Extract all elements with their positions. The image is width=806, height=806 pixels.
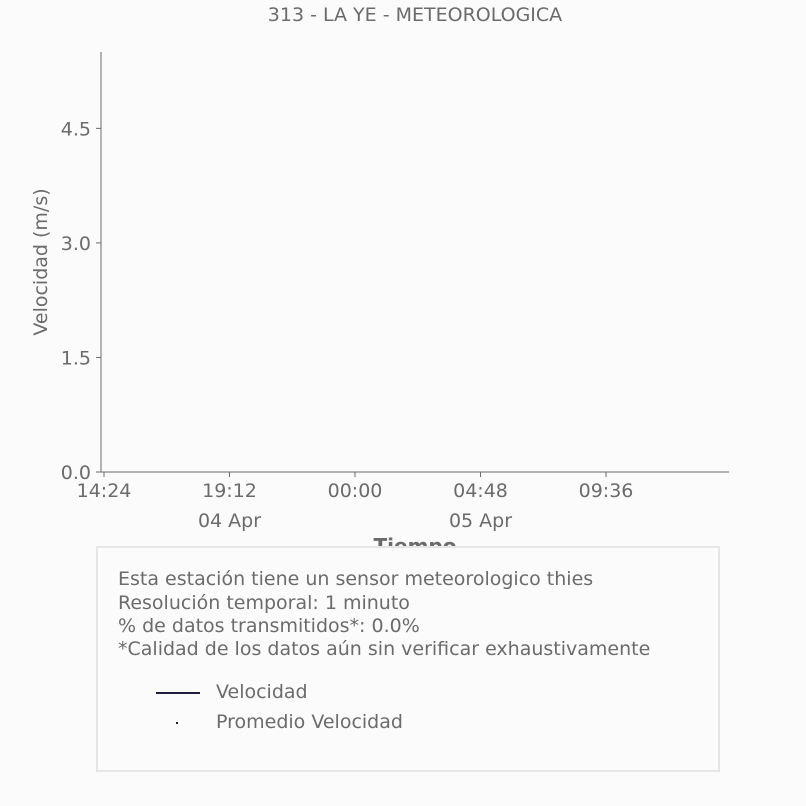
info-panel	[96, 546, 720, 772]
info-line: Esta estación tiene un sensor meteorologico thies	[118, 568, 594, 590]
info-line: *Calidad de los datos aún sin verificar exhaustivamente	[118, 638, 651, 660]
legend-label: Promedio Velocidad	[216, 711, 403, 733]
legend-dot-marker	[176, 722, 178, 724]
y-axis-label: Velocidad (m/s)	[30, 188, 52, 336]
chart-axes	[101, 52, 729, 472]
x-tick-label: 19:12	[202, 480, 257, 502]
x-date-label: 05 Apr	[448, 510, 513, 532]
x-tick-label: 04:48	[453, 480, 508, 502]
legend-line-marker	[156, 692, 200, 694]
y-tick-label: 0.0	[60, 462, 91, 484]
x-tick-label: 09:36	[578, 480, 634, 502]
y-tick-label: 1.5	[60, 347, 91, 370]
x-ticks	[77, 472, 634, 532]
y-ticks	[61, 118, 101, 484]
info-line: % de datos transmitidos*: 0.0%	[118, 615, 420, 637]
y-tick-label: 4.5	[60, 118, 91, 141]
x-tick-label: 00:00	[327, 480, 383, 502]
chart-title: 313 - LA YE - METEOROLOGICA	[267, 4, 563, 26]
x-tick-label: 14:24	[76, 480, 132, 502]
info-line: Resolución temporal: 1 minuto	[118, 592, 410, 614]
y-tick-label: 3.0	[60, 232, 91, 255]
legend-label: Velocidad	[216, 681, 308, 703]
x-date-label: 04 Apr	[197, 510, 262, 532]
